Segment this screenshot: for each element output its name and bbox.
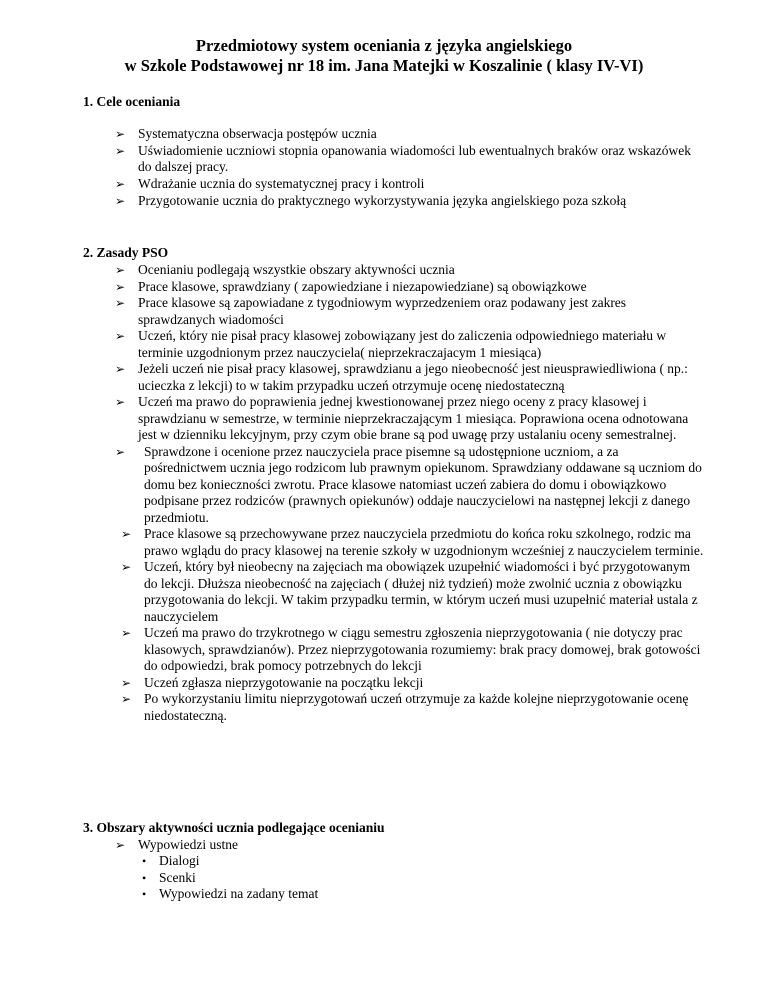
list-item: ➢ Prace klasowe są przechowywane przez nauczyciela przedmiotu do końca roku szkolnego, rodzic ma prawo wglądu do pracy klasowej na terenie szkoły w uzgodnionym wcześniej z nauczycielem terminie. [121,526,704,558]
list-item: • Dialogi [142,853,200,868]
list-item: ➢ Uczeń ma prawo do trzykrotnego w ciągu semestru zgłoszenia nieprzygotowania ( nie dotyczy prac klasowych, sprawdzianów). Przez nieprzygotowania rozumiemy: brak pracy domowej, brak gotowości do odpowiedzi, brak pomocy potrzebnych do lekcji [121,625,701,673]
arrow-bullet-icon: ➢ [121,692,132,706]
arrow-bullet-icon: ➢ [121,626,132,640]
list-item: ➢ Wdrażanie ucznia do systematycznej pracy i kontroli [115,175,425,191]
arrow-bullet-icon: ➢ [115,279,126,294]
arrow-bullet-icon: ➢ [115,838,126,852]
list-item: ➢ Jeżeli uczeń nie pisał pracy klasowej, sprawdzianu a jego nieobecność jest nieusprawiedliwiona ( np.: ucieczka z lekcji) to w takim przypadku uczeń otrzymuje ocenę niedostateczną [115,361,688,393]
list-item: ➢ Wypowiedzi ustne [115,837,239,852]
arrow-bullet-icon: ➢ [115,296,126,310]
arrow-bullet-icon: ➢ [115,395,126,409]
document-title [60,36,708,76]
bullet-dot-icon: • [142,887,147,901]
title-line-2: w Szkole Podstawowej nr 18 im. Jana Matejki w Koszalinie ( klasy IV-VI) [124,56,644,75]
list-item: • Wypowiedzi na zadany temat [142,886,319,901]
arrow-bullet-icon: ➢ [115,444,126,459]
arrow-bullet-icon: ➢ [121,560,132,574]
arrow-bullet-icon: ➢ [115,143,126,158]
list-item: ➢ Uczeń zgłasza nieprzygotowanie na początku lekcji [121,674,424,690]
list-item: ➢ Uczeń ma prawo do poprawienia jednej kwestionowanej przez niego oceny z pracy klasowej i sprawdzianu w semestrze, w terminie nieprzekraczającym 1 miesiąca. Poprawiona ocena odnotowana jest w dzienniku lekcyjnym, przy czym obie brane są pod uwagę przy ustalaniu oceny semestralnej. [115,394,689,442]
list-item: ➢ Uczeń, który był nieobecny na zajęciach ma obowiązek uzupełnić wiadomości i być przygotowanym do lekcji. Dłuższa nieobecność na zajęciach ( dłużej niż tydzień) może zwolnić ucznia z obowiązku przygotowania do lekcji. W takim przypadku termin, w którym uczeń musi uzupełnić materiał ustala z nauczycielem [121,559,698,624]
section-1-heading: 1. Cele oceniania [83,94,181,109]
section-3-sublist [142,853,319,903]
arrow-bullet-icon: ➢ [115,127,126,141]
bullet-dot-icon: • [142,854,147,868]
arrow-bullet-icon: ➢ [115,193,126,208]
section-2-heading: 2. Zasady PSO [83,245,169,260]
list-item: • Scenki [142,869,196,885]
list-item: ➢ Prace klasowe, sprawdziany ( zapowiedziane i niezapowiedziane) są obowiązkowe [115,278,587,294]
arrow-bullet-icon: ➢ [115,329,126,343]
title-line-1: Przedmiotowy system oceniania z języka angielskiego [195,36,573,55]
list-item: ➢ Systematyczna obserwacja postępów ucznia [115,126,377,141]
list-item: ➢ Prace klasowe są zapowiadane z tygodniowym wyprzedzeniem oraz podawany jest zakres sprawdzanych wiadomości [115,295,627,327]
list-item: ➢ Sprawdzone i ocenione przez nauczyciela prace pisemne są udostępnione uczniom, a za pośrednictwem ucznia jego rodzicom lub prawnym opiekunom. Sprawdziany oddawane są uczniom do domu bez konieczności zwrotu. Prace klasowe natomiast uczeń zabiera do domu i obowiązkowo podpisane przez rodziców (prawnych opiekunów) oddaje nauczycielowi na następnej lekcji z danego przedmiotu. [115,443,702,525]
arrow-bullet-icon: ➢ [115,362,126,376]
list-item: ➢ Uczeń, który nie pisał pracy klasowej zobowiązany jest do zaliczenia odpowiedniego materiału w terminie uzgodnionym przez nauczyciela( nieprzekraczajacym 1 miesiąca) [115,328,667,360]
arrow-bullet-icon: ➢ [115,176,126,191]
bullet-dot-icon: • [142,870,147,885]
list-item: ➢ Przygotowanie ucznia do praktycznego wykorzystywania języka angielskiego poza szkołą [115,192,627,208]
list-item: ➢ Ocenianiu podlegają wszystkie obszary aktywności ucznia [115,262,455,277]
arrow-bullet-icon: ➢ [115,263,126,277]
arrow-bullet-icon: ➢ [121,675,132,690]
list-item: ➢ Uświadomienie uczniowi stopnia opanowania wiadomości lub ewentualnych braków oraz wskazówek do dalszej pracy. [115,142,691,175]
section-2-list [115,262,704,724]
list-item: ➢ Po wykorzystaniu limitu nieprzygotowań uczeń otrzymuje za każde kolejne nieprzygotowanie ocenę niedostateczną. [121,691,689,723]
section-3-heading: 3. Obszary aktywności ucznia podlegające ocenianiu [83,820,385,835]
arrow-bullet-icon: ➢ [121,527,132,541]
section-1-list [115,126,698,209]
section-3-list [115,837,239,854]
